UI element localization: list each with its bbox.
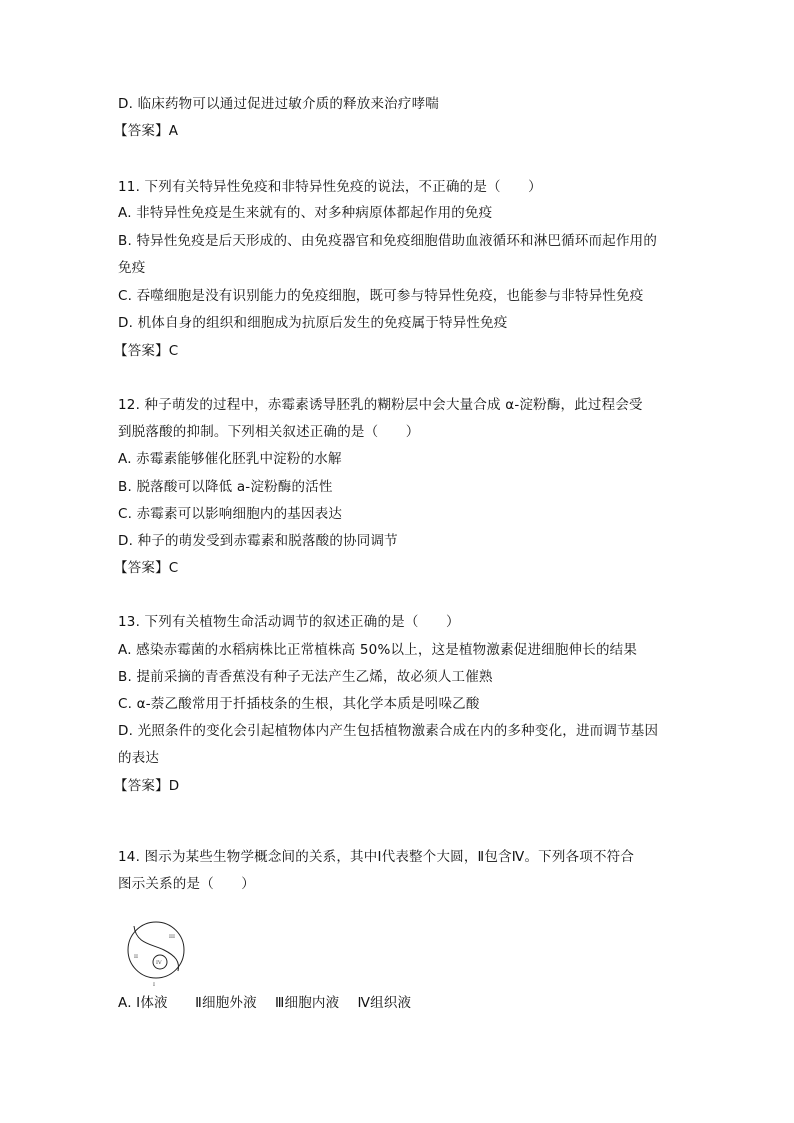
q12-option-c: C. 赤霉素可以影响细胞内的基因表达 — [118, 506, 343, 522]
q13-option-d-cont: 的表达 — [118, 750, 160, 766]
q11-option-b-cont: 免疫 — [118, 260, 146, 276]
concept-relationship-diagram — [122, 914, 192, 990]
q11-answer: 【答案】C — [114, 343, 179, 359]
label-iii: III — [169, 934, 175, 940]
q11-option-a: A. 非特异性免疫是生来就有的、对多种病原体都起作用的免疫 — [118, 205, 493, 221]
q13-answer: 【答案】D — [114, 778, 180, 794]
label-iv: IV — [156, 960, 162, 966]
circle-i — [128, 922, 184, 978]
q14-option-a: A. Ⅰ体液 Ⅱ细胞外液 Ⅲ细胞内液 Ⅳ组织液 — [118, 995, 412, 1011]
q11-option-c: C. 吞噬细胞是没有识别能力的免疫细胞，既可参与特异性免疫，也能参与非特异性免疫 — [118, 288, 644, 304]
q11-stem: 11. 下列有关特异性免疫和非特异性免疫的说法，不正确的是（ ） — [118, 179, 542, 195]
q12-option-b: B. 脱落酸可以降低 a-淀粉酶的活性 — [118, 479, 333, 495]
q10-answer: 【答案】A — [114, 123, 179, 139]
q11-option-d: D. 机体自身的组织和细胞成为抗原后发生的免疫属于特异性免疫 — [118, 315, 508, 331]
q12-stem-cont: 到脱落酸的抑制。下列相关叙述正确的是（ ） — [118, 424, 420, 440]
q13-option-a: A. 感染赤霉菌的水稻病株比正常植株高 50%以上，这是植物激素促进细胞伸长的结果 — [118, 642, 638, 658]
label-ii: II — [134, 954, 138, 960]
q13-option-c: C. α-萘乙酸常用于扦插枝条的生根，其化学本质是吲哚乙酸 — [118, 696, 480, 712]
q10-option-d: D. 临床药物可以通过促进过敏介质的释放来治疗哮喘 — [118, 96, 439, 112]
q12-answer: 【答案】C — [114, 560, 179, 576]
q13-stem: 13. 下列有关植物生命活动调节的叙述正确的是（ ） — [118, 614, 460, 630]
q13-option-d: D. 光照条件的变化会引起植物体内产生包括植物激素合成在内的多种变化，进而调节基因 — [118, 723, 659, 739]
q12-stem: 12. 种子萌发的过程中，赤霉素诱导胚乳的糊粉层中会大量合成 α-淀粉酶，此过程会受 — [118, 397, 643, 413]
q12-option-d: D. 种子的萌发受到赤霉素和脱落酸的协同调节 — [118, 533, 398, 549]
label-i: I — [153, 982, 155, 988]
q14-stem-cont: 图示关系的是（ ） — [118, 876, 255, 892]
q14-stem: 14. 图示为某些生物学概念间的关系，其中Ⅰ代表整个大圆，Ⅱ包含Ⅳ。下列各项不符合 — [118, 849, 635, 865]
q11-option-b: B. 特异性免疫是后天形成的、由免疫器官和免疫细胞借助血液循环和淋巴循环而起作用的 — [118, 233, 658, 249]
q12-option-a: A. 赤霉素能够催化胚乳中淀粉的水解 — [118, 451, 342, 467]
q13-option-b: B. 提前采摘的青香蕉没有种子无法产生乙烯，故必须人工催熟 — [118, 669, 493, 685]
